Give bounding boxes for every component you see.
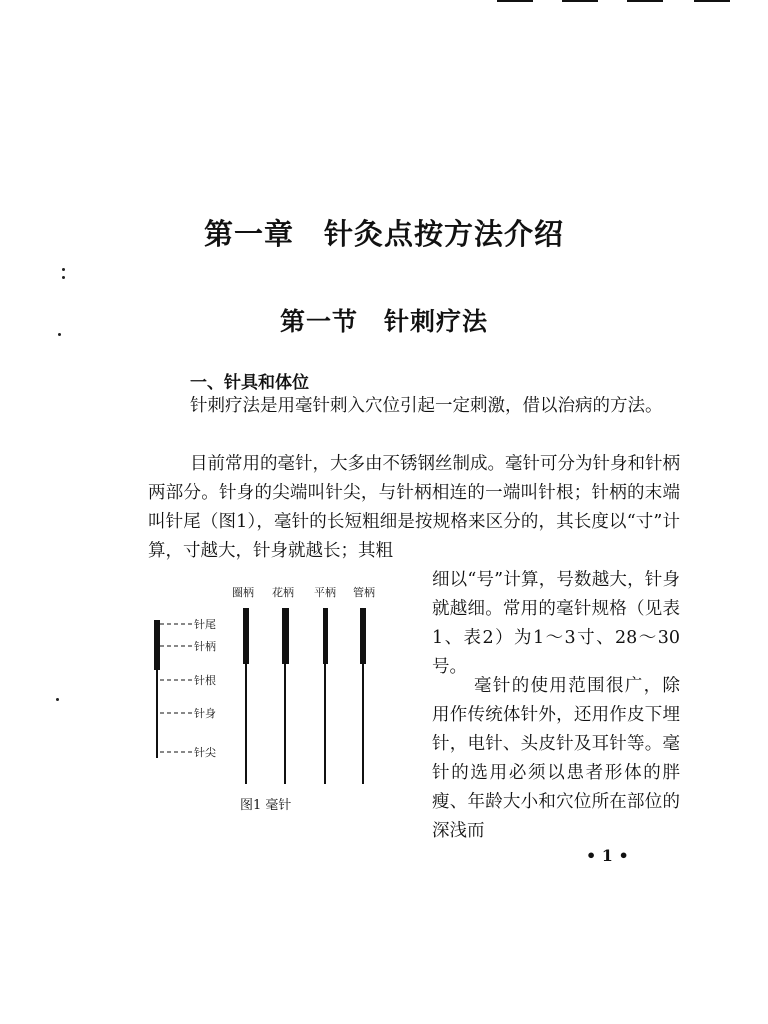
- paragraph-intro: 针刺疗法是用毫针刺入穴位引起一定刺激，借以治病的方法。: [190, 396, 663, 416]
- top-rule: [627, 0, 663, 2]
- part-label-body: 针身: [194, 707, 216, 720]
- part-label-handle: 针柄: [194, 640, 216, 653]
- scan-speck: [62, 268, 65, 271]
- section-name: 针刺疗法: [384, 307, 489, 336]
- needle-flower-handle: [282, 608, 289, 784]
- paragraph-needle-structure-cont: 细以“号”计算，号数越大，针身就越细。常用的毫针规格（见表1、表2）为1～3寸、28～30号。: [432, 570, 680, 677]
- needle-type-label: 花柄: [272, 586, 294, 599]
- chapter-number: 第一章: [203, 217, 294, 251]
- figure-caption: 图1 毫针: [240, 798, 292, 813]
- top-rule: [694, 0, 730, 2]
- needle-tube-handle: [360, 608, 366, 784]
- needle-type-label: 管柄: [353, 586, 375, 599]
- chapter-title: [0, 212, 768, 253]
- paragraph-usage: 毫针的使用范围很广，除用作传统体针外，还用作皮下埋针，电针、头皮针及耳针等。毫针的选用必须以患者形体的胖瘦、年龄大小和穴位所在部位的深浅而: [432, 676, 680, 841]
- subheading: 一、针具和体位: [190, 373, 309, 393]
- top-rule: [562, 0, 598, 2]
- section-number: 第一节: [279, 307, 358, 336]
- needle-ring-handle: [243, 608, 249, 784]
- section-title: [0, 302, 768, 338]
- needle-diagram: [148, 578, 418, 823]
- part-label-tail: 针尾: [194, 618, 216, 631]
- page-number: • 1 •: [586, 846, 629, 865]
- scan-speck: [56, 698, 59, 701]
- top-rule: [497, 0, 533, 2]
- scan-speck: [62, 276, 65, 279]
- figure-needles: [148, 578, 418, 823]
- part-label-root: 针根: [194, 674, 216, 687]
- needle-flat-handle: [323, 608, 328, 784]
- part-label-tip: 针尖: [194, 746, 216, 759]
- paragraph-needle-structure: 目前常用的毫针，大多由不锈钢丝制成。毫针可分为针身和针柄两部分。针身的尖端叫针尖，与针柄相连的一端叫针根；针柄的末端叫针尾（图1），毫针的长短粗细是按规格来区分的，其长度以“寸”计算，寸越大，针身就越长；其粗: [148, 454, 680, 561]
- reference-needle: [154, 620, 192, 758]
- needle-type-label: 圈柄: [232, 586, 254, 599]
- needle-type-label: 平柄: [314, 586, 336, 599]
- chapter-name: 针灸点按方法介绍: [324, 217, 565, 251]
